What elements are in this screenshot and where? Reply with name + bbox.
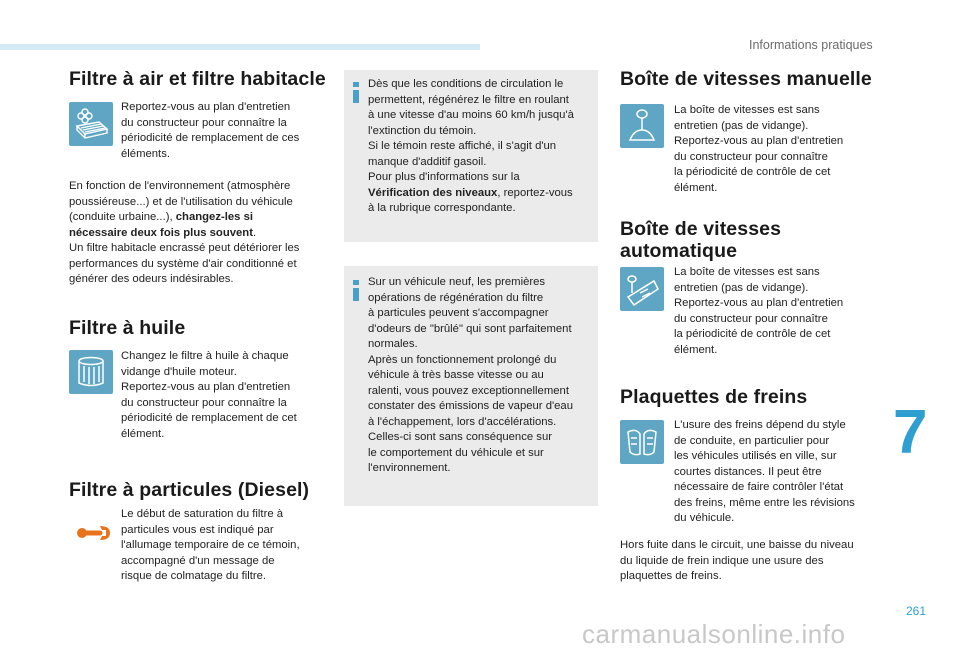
brake-pads-icon <box>620 420 664 464</box>
auto-gearbox-title: Boîte de vitesses automatique <box>620 218 782 262</box>
info-box-1-text-bold: Vérification des niveaux <box>368 186 498 199</box>
manual-gearbox-text: La boîte de vitesses est sans entretien (pas de vidange). Reportez-vous au plan d'entretien du constructeur pour connaître la périodicité de contrôle de cet élément. <box>674 104 844 194</box>
header-accent-bar <box>0 44 480 50</box>
oil-filter-icon <box>69 350 113 394</box>
brake-pads-title: Plaquettes de freins <box>620 386 808 408</box>
page-number: 261 <box>906 604 927 618</box>
info-box-new-vehicle-text: Sur un véhicule neuf, les premières opérations de régénération du filtre à particules peuvent s'accompagner d'odeurs de "brûlé" qui sont parfaitement normales. Après un fonctionnement prolongé du véhicule à très basse vitesse ou au ralenti, vous pouvez exceptionnellement constater des émissions de vapeur d'eau à l'échappement, lors d'accélérations. Celles-ci sont sans conséquence sur le comportement du véhicule et sur l'environnement. <box>368 276 573 474</box>
particle-filter-text: Le début de saturation du filtre à particules vous est indiqué par l'allumage temporaire de ce témoin, accompagné d'un message de risque de colmatage du filtre. <box>121 508 300 582</box>
oil-filter-text: Changez le filtre à huile à chaque vidange d'huile moteur. Reportez-vous au plan d'entretien du constructeur pour connaître la périodicité de remplacement de cet élément. <box>121 350 297 440</box>
air-filter-title: Filtre à air et filtre habitacle <box>69 68 326 90</box>
chapter-number: 7 <box>893 398 928 467</box>
auto-gearbox-text: La boîte de vitesses est sans entretien (pas de vidange). Reportez-vous au plan d'entretien du constructeur pour connaître la périodicité de contrôle de cet élément. <box>674 266 844 356</box>
air-filter-body <box>69 179 319 288</box>
section-header: Informations pratiques <box>749 38 873 52</box>
brake-pads-footer: Hors fuite dans le circuit, une baisse du niveau du liquide de frein indique une usure des plaquettes de freins. <box>620 539 854 582</box>
info-box-1-text-2: , reportez-vous à la rubrique correspondante. <box>368 186 573 214</box>
auto-gearbox-icon <box>620 267 664 311</box>
wrench-warning-icon <box>74 520 114 546</box>
manual-gearbox-title: Boîte de vitesses manuelle <box>620 68 872 90</box>
manual-gearbox-icon <box>620 104 664 148</box>
air-filter-intro: Reportez-vous au plan d'entretien du constructeur pour connaître la périodicité de remplacement de ces éléments. <box>121 101 300 160</box>
air-filter-body-1: En fonction de l'environnement (atmosphère poussiéreuse...) et de l'utilisation du véhicule (conduite urbaine...), <box>69 180 293 223</box>
watermark: carmanualsonline.info <box>582 619 846 649</box>
info-box-1-text-1: Dès que les conditions de circulation le permettent, régénérez le filtre en roulant à une vitesse d'au moins 60 km/h jusqu'à l'extinction du témoin. Si le témoin reste affiché, il s'agit d'un manque d'additif gasoil. Pour plus d'informations sur la <box>368 78 574 183</box>
air-filter-body-bold: changez-les si nécessaire deux fois plus souvent <box>69 211 253 239</box>
air-filter-icon <box>69 102 113 146</box>
brake-pads-text: L'usure des freins dépend du style de conduite, en particulier pour les véhicules utilisés en ville, sur courtes distances. Il peut être nécessaire de faire contrôler l'état des freins, même entre les révisions du véhicule. <box>674 419 855 524</box>
oil-filter-title: Filtre à huile <box>69 317 186 339</box>
info-box-regeneration-text <box>368 77 596 217</box>
particle-filter-title: Filtre à particules (Diesel) <box>69 479 310 501</box>
air-filter-body-2: . Un filtre habitacle encrassé peut détériorer les performances du système d'air conditionné et générer des odeurs indésirables. <box>69 226 300 285</box>
